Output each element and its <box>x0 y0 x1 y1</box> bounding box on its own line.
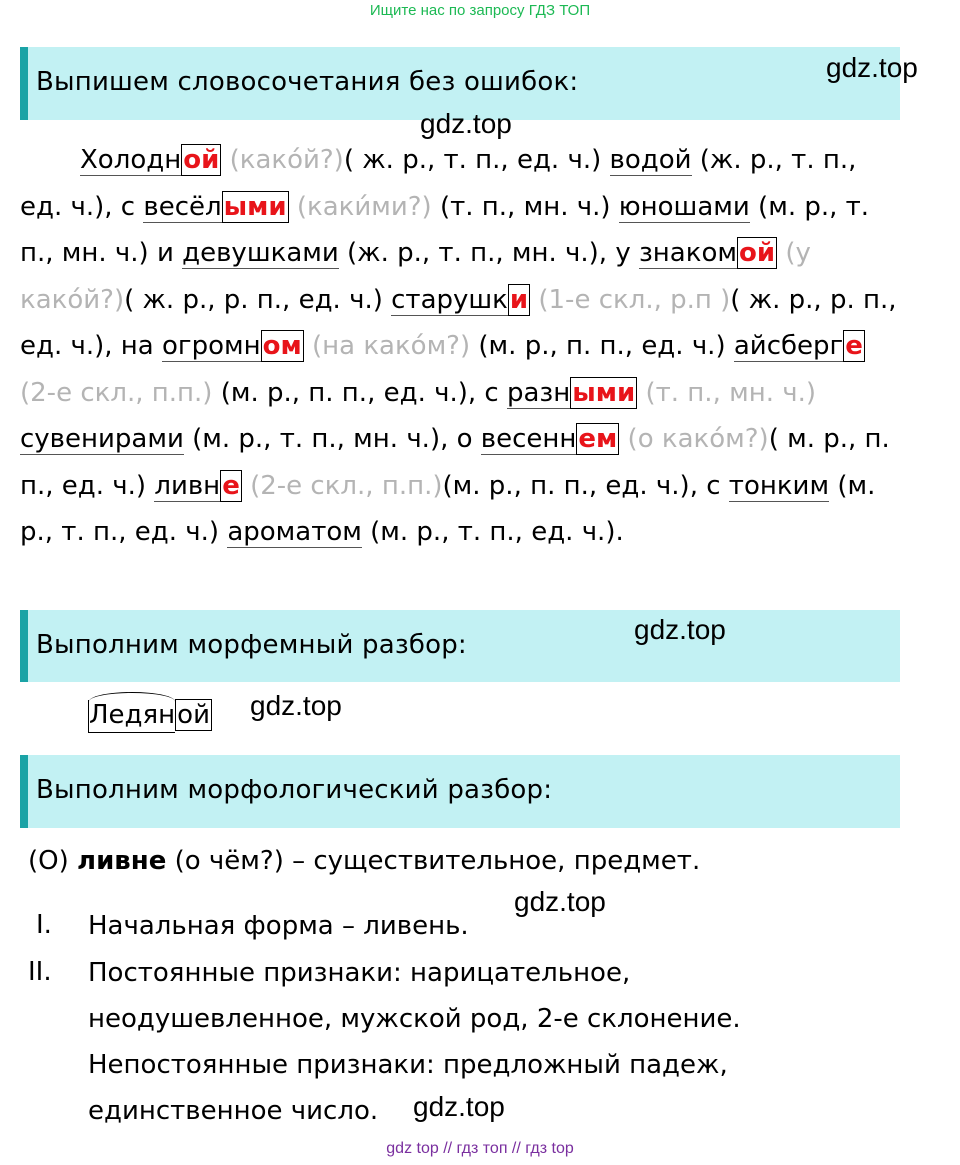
word-stem: знаком <box>638 238 737 268</box>
grammar-note: (м. р., п. п., ед. ч.) <box>478 331 734 361</box>
word-ending: ыми <box>572 377 636 408</box>
word-stem: весенн <box>480 424 577 454</box>
footer-links: gdz top // гдз топ // гдз top <box>386 1140 574 1157</box>
item-number: I. <box>36 910 52 940</box>
word-ending: е <box>222 470 240 501</box>
grammar-note: ( ж. р., т. п., ед. ч.) <box>343 145 610 175</box>
grammar-note: (ж. р., т. п., мн. ч.), у <box>338 238 639 268</box>
declension-hint: (2-е скл., п.п.) <box>241 470 443 501</box>
word-stem: ливн <box>154 470 221 501</box>
item-text: Постоянные признаки: нарицательное, неодушевленное, мужской род, 2-е склонение. Непостоянные признаки: предложный падеж, единственное число. <box>88 958 741 1126</box>
declension-hint: (2-е скл., п.п.) <box>20 377 221 408</box>
analysis-heading <box>28 846 700 876</box>
question-hint: (како́й?) <box>221 145 344 175</box>
grammar-note: (м. р., т. п., ед. ч.) <box>20 470 876 547</box>
grammar-note: (м. р., п. п., ед. ч.), с <box>442 470 729 501</box>
grammar-note: (м. р., т. п., мн. ч.) и <box>20 191 870 268</box>
word-ending: ом <box>262 331 302 361</box>
word-ending: ой <box>738 238 776 268</box>
word-stem: юношами <box>618 191 750 222</box>
word-ending: ыми <box>223 191 287 222</box>
watermark: gdz.top <box>420 108 512 139</box>
watermark: gdz.top <box>634 614 726 645</box>
grammar-note: ( м. р., п. п., ед. ч.) <box>20 424 890 501</box>
item-number: II. <box>28 957 52 987</box>
word-stem: Холодн <box>80 145 182 175</box>
word-stem: разн <box>506 377 571 408</box>
word-stem: девушками <box>182 238 339 268</box>
grammar-note: (м. р., т. п., мн. ч.), о <box>183 424 481 454</box>
declension-hint: (1-е скл., р.п ) <box>530 284 731 315</box>
word-stem: водой <box>609 145 692 175</box>
question-hint: (у како́й?) <box>20 238 811 315</box>
analyzed-word: ливне <box>77 846 167 876</box>
word-stem: айсберг <box>733 331 844 361</box>
word-ending: е <box>845 331 863 361</box>
word-stem: ароматом <box>227 517 362 547</box>
question-hint: (каки́ми?) <box>288 191 440 222</box>
grammar-note: (м. р., п. п., ед. ч.), с <box>220 377 507 408</box>
grammar-note: ( ж. р., р. п., ед. ч.), на <box>20 284 897 361</box>
section-banner-morphology <box>20 755 900 828</box>
word-stem: старушк <box>391 284 508 315</box>
watermark: gdz.top <box>514 886 606 917</box>
section-title-morphology: Выполним морфологический разбор: <box>36 775 553 805</box>
word-stem: весёл <box>143 191 222 222</box>
word-root: Ледян <box>88 700 175 733</box>
word-stem: тонким <box>728 470 830 501</box>
word-ending: и <box>509 284 529 315</box>
watermark: gdz.top <box>413 1091 505 1122</box>
grammar-note: (ж. р., т. п., ед. ч.), с <box>20 145 857 222</box>
item-text: Начальная форма – ливень. <box>88 911 469 941</box>
grammar-note: (м. р., т. п., ед. ч.). <box>361 517 624 547</box>
analysis-summary: (о чём?) – существительное, предмет. <box>166 846 701 876</box>
question-hint: (о како́м?) <box>619 424 769 454</box>
word-ending: ем <box>578 424 618 454</box>
grammar-note: (т. п., мн. ч.) <box>439 191 619 222</box>
word-stem: сувенирами <box>20 424 184 454</box>
grammar-hint: (т. п., мн. ч.) <box>637 377 817 408</box>
morpheme-word <box>88 700 212 730</box>
section-title-spelling: Выпишем словосочетания без ошибок: <box>36 67 579 97</box>
watermark: gdz.top <box>826 52 918 83</box>
word-ending: ой <box>177 700 210 730</box>
case-prefix: (О) <box>28 846 78 876</box>
watermark: gdz.top <box>250 690 342 721</box>
grammar-note: ( ж. р., р. п., ед. ч.) <box>124 284 392 315</box>
word-ending: ой <box>183 145 220 175</box>
phrases-paragraph <box>20 137 900 556</box>
word-stem: огромн <box>162 331 261 361</box>
section-title-morpheme: Выполним морфемный разбор: <box>36 630 467 660</box>
section-banner-morpheme <box>20 610 900 682</box>
question-hint: (на како́м?) <box>303 331 479 361</box>
top-search-note: Ищите нас по запросу ГДЗ ТОП <box>369 2 591 19</box>
